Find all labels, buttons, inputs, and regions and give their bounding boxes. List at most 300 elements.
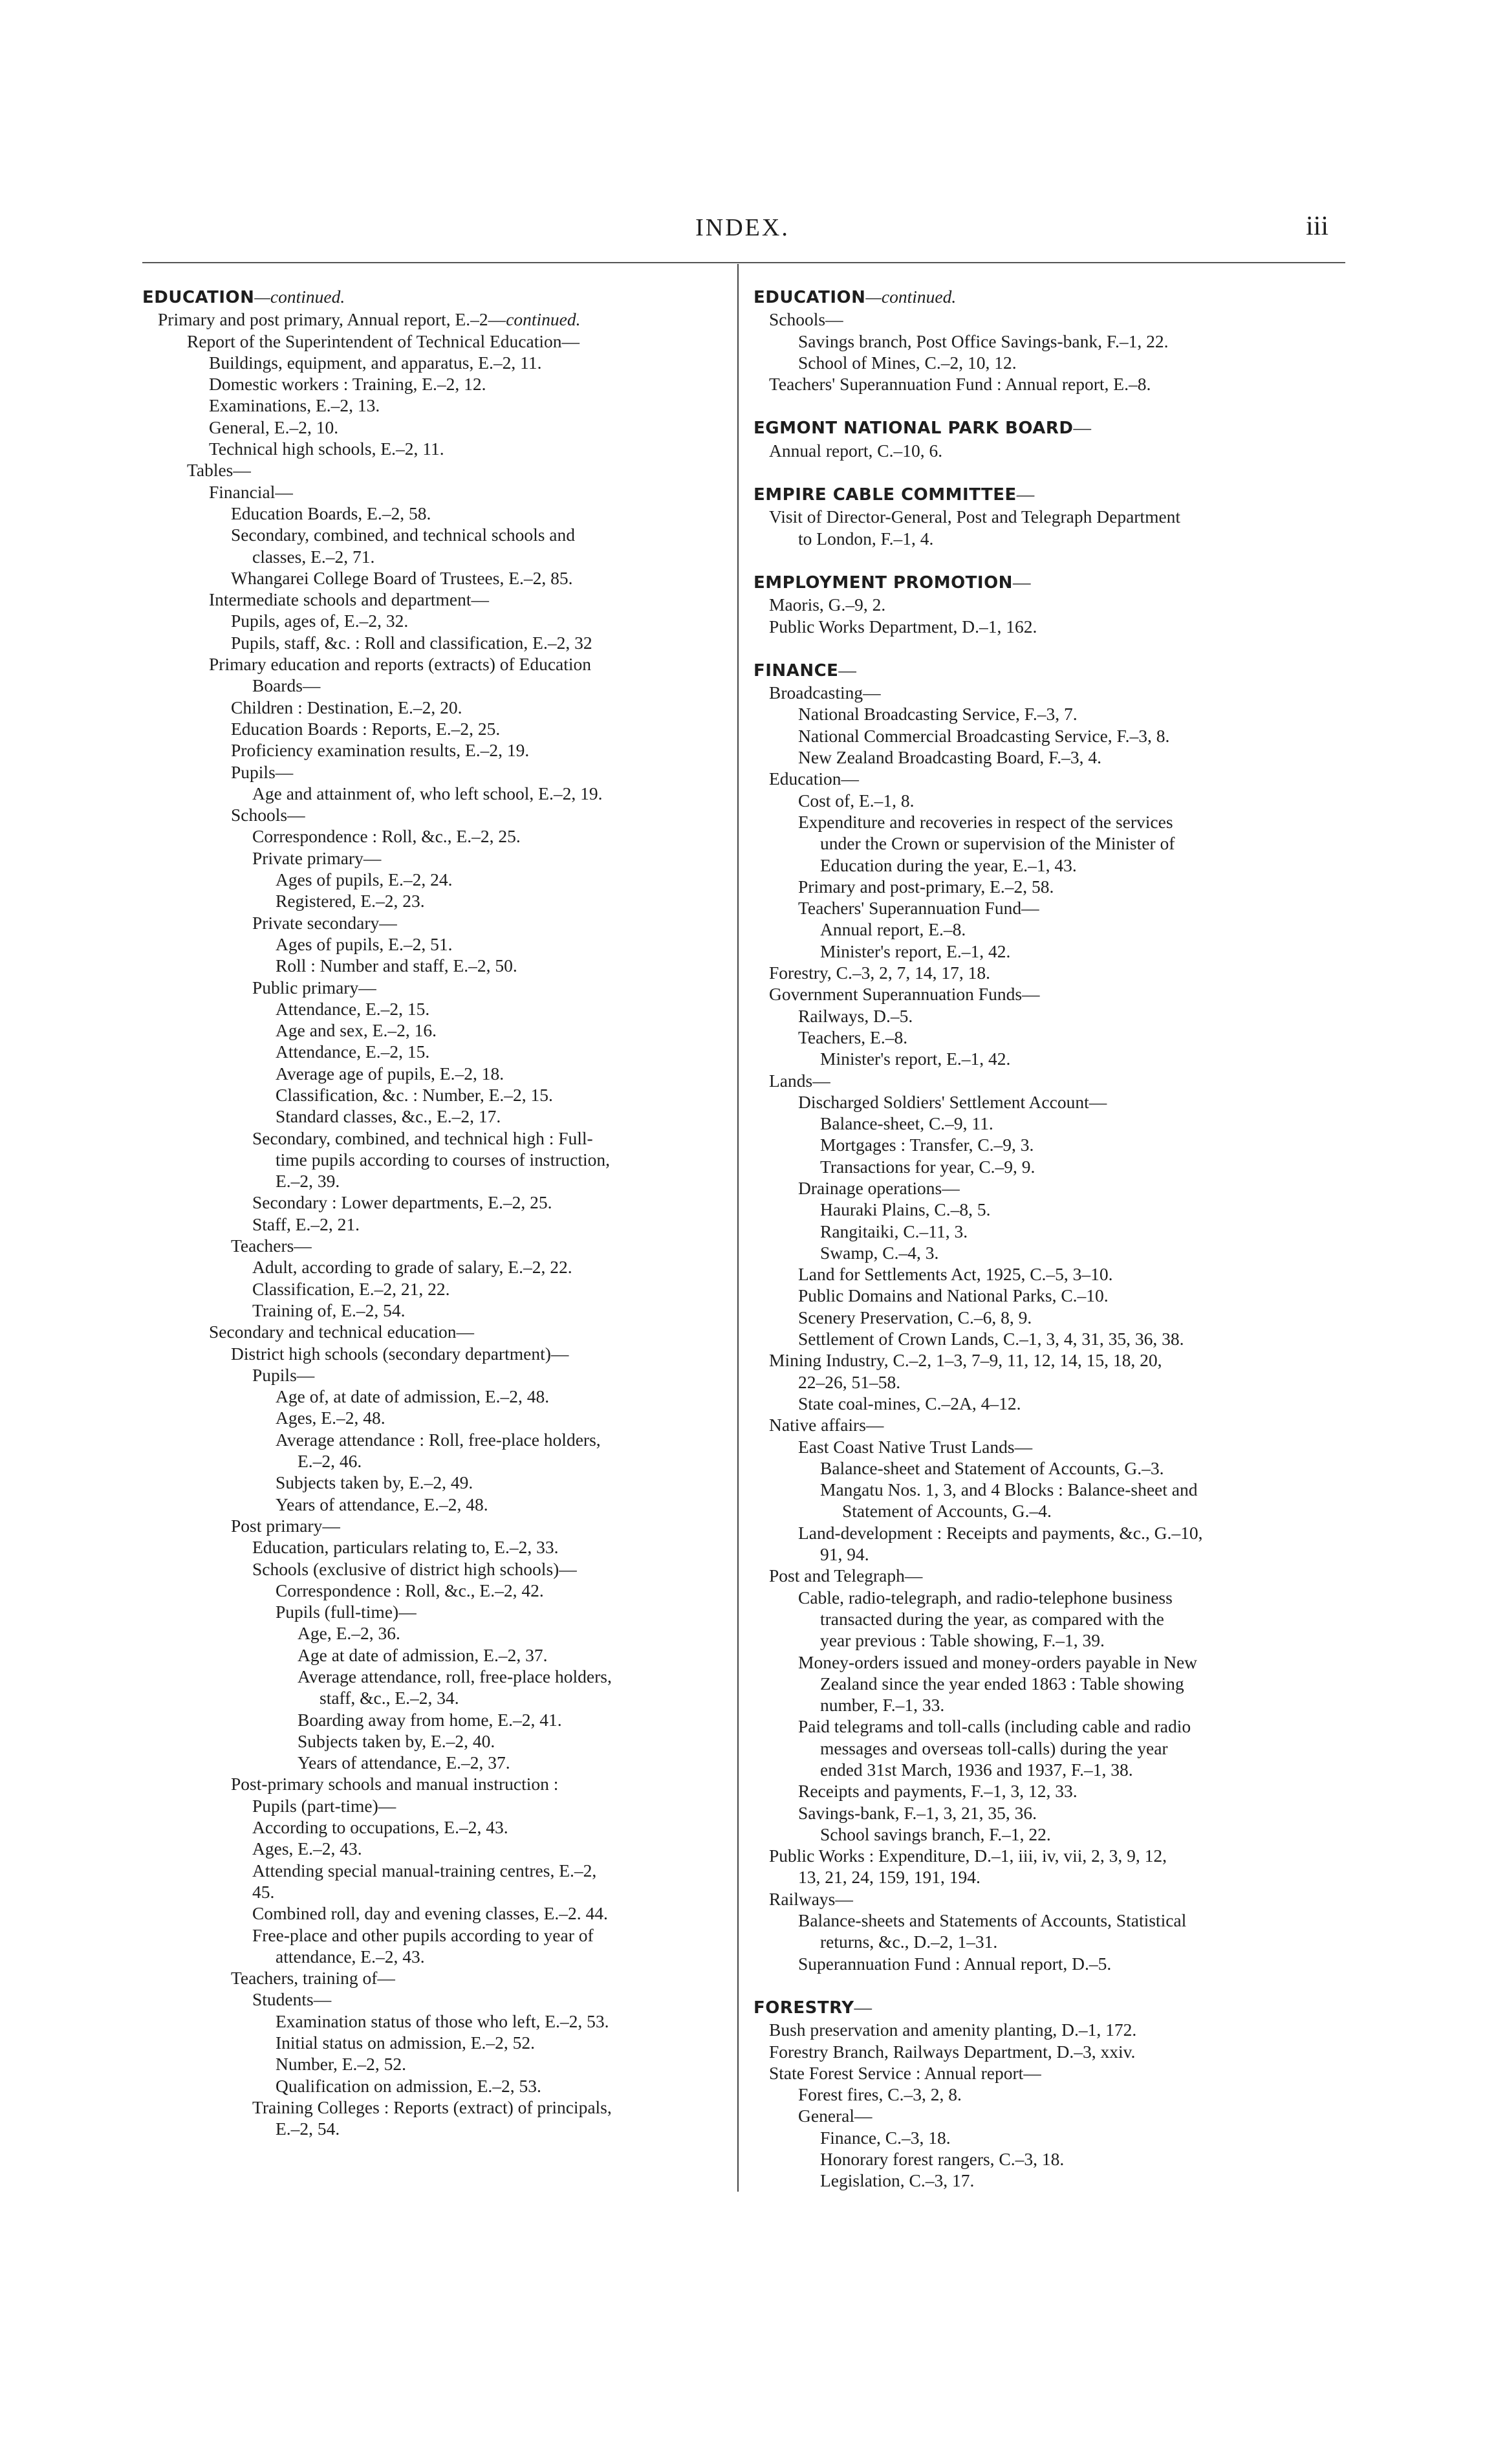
index-entry — [753, 790, 1336, 811]
entry-text: Zealand since the year ended 1863 : Table showing — [820, 1673, 1184, 1694]
index-entry — [142, 1967, 724, 1989]
entry-text: State coal-mines, C.–2A, 4–12. — [798, 1393, 1021, 1413]
entry-text: Ages of pupils, E.–2, 24. — [276, 869, 453, 890]
entry-text: Forestry, C.–3, 2, 7, 14, 17, 18. — [769, 963, 990, 983]
entry-text: School savings branch, F.–1, 22. — [820, 1824, 1051, 1844]
index-heading — [753, 483, 1336, 506]
index-entry — [142, 2118, 724, 2139]
entry-text: Education Boards, E.–2, 58. — [231, 503, 431, 523]
header-rule-left — [142, 262, 763, 263]
index-entry — [142, 417, 724, 438]
index-entry — [142, 2097, 724, 2118]
index-entry — [753, 1479, 1336, 1500]
index-entry — [142, 1580, 724, 1601]
entry-text: Children : Destination, E.–2, 20. — [231, 697, 462, 717]
entry-text: Forest fires, C.–3, 2, 8. — [798, 2084, 962, 2105]
entry-text: Tables— — [187, 460, 251, 481]
index-entry — [142, 546, 724, 567]
index-entry — [142, 1903, 724, 1924]
index-entry — [142, 1644, 724, 1666]
index-entry — [142, 869, 724, 890]
index-entry — [753, 919, 1336, 940]
entry-text: Roll : Number and staff, E.–2, 50. — [276, 955, 517, 976]
entry-text: Mining Industry, C.–2, 1–3, 7–9, 11, 12, 14, 15, 18, 20, — [769, 1350, 1162, 1371]
index-entry — [142, 567, 724, 589]
entry-text: staff, &c., E.–2, 34. — [320, 1688, 459, 1708]
entry-text: Correspondence : Roll, &c., E.–2, 25. — [252, 826, 521, 847]
index-entry — [142, 1687, 724, 1708]
continued-suffix: — — [854, 1996, 873, 2017]
index-entry — [142, 1170, 724, 1192]
entry-text: Scenery Preservation, C.–6, 8, 9. — [798, 1307, 1032, 1327]
entry-text: classes, E.–2, 71. — [252, 546, 375, 567]
entry-text: Secondary, combined, and technical high : Full- — [252, 1128, 593, 1148]
index-entry — [753, 2084, 1336, 2105]
entry-text: Cable, radio-telegraph, and radio-telephone business — [798, 1587, 1173, 1608]
index-entry — [142, 309, 724, 330]
index-entry — [753, 1177, 1336, 1199]
index-entry — [142, 1989, 724, 2010]
index-entry — [753, 331, 1336, 352]
entry-text: Post primary— — [231, 1515, 340, 1536]
index-entry — [753, 1759, 1336, 1780]
entry-text: Secondary and technical education— — [209, 1322, 475, 1342]
index-entry — [753, 1888, 1336, 1910]
index-entry — [142, 1192, 724, 1213]
index-entry — [753, 1134, 1336, 1155]
index-entry — [142, 718, 724, 739]
index-entry — [142, 1816, 724, 1838]
index-entry — [142, 1730, 724, 1752]
index-entry — [142, 1300, 724, 1321]
entry-text: Buildings, equipment, and apparatus, E.–2, 11. — [209, 352, 542, 373]
entry-text: Annual report, E.–8. — [820, 919, 966, 940]
entry-text: Pupils (full-time)— — [276, 1602, 417, 1622]
index-entry — [753, 1349, 1336, 1371]
index-heading — [753, 286, 1336, 309]
entry-text: Financial— — [209, 481, 293, 502]
entry-text: Land for Settlements Act, 1925, C.–5, 3–10. — [798, 1264, 1113, 1285]
index-entry — [142, 653, 724, 675]
entry-text: Lands— — [769, 1070, 830, 1091]
entry-text: Public primary— — [252, 977, 376, 998]
index-entry — [753, 1673, 1336, 1694]
index-entry — [753, 1070, 1336, 1091]
index-entry — [142, 481, 724, 503]
index-entry — [142, 1494, 724, 1515]
index-entry — [142, 373, 724, 395]
entry-text: Education— — [769, 769, 859, 789]
entry-text: year previous : Table showing, F.–1, 39. — [820, 1630, 1105, 1651]
index-entry — [142, 1407, 724, 1428]
index-entry — [753, 1199, 1336, 1220]
index-entry — [753, 2127, 1336, 2148]
index-entry — [142, 783, 724, 804]
entry-text: General, E.–2, 10. — [209, 417, 339, 437]
index-entry — [142, 2053, 724, 2075]
entry-text: Ages, E.–2, 43. — [252, 1838, 362, 1859]
index-entry — [753, 1694, 1336, 1716]
continued-suffix: continued. — [506, 309, 581, 330]
index-entry — [753, 962, 1336, 983]
index-entry — [753, 440, 1336, 461]
entry-text: Savings branch, Post Office Savings-bank, F.–1, 22. — [798, 331, 1169, 351]
heading-text: EMPIRE CABLE COMMITTEE — [753, 485, 1017, 505]
entry-text: Visit of Director-General, Post and Telegraph Department — [769, 507, 1181, 527]
index-entry — [753, 1565, 1336, 1586]
index-entry — [142, 998, 724, 1019]
index-entry — [142, 1601, 724, 1622]
index-entry — [753, 1500, 1336, 1521]
entry-text: Annual report, C.–10, 6. — [769, 440, 943, 461]
entry-text: Savings-bank, F.–1, 3, 21, 35, 36. — [798, 1802, 1037, 1823]
index-entry — [142, 1795, 724, 1816]
index-entry — [142, 1235, 724, 1256]
entry-text: Training Colleges : Reports (extract) of principals, — [252, 2097, 612, 2117]
heading-text: EDUCATION — [142, 288, 255, 307]
entry-text: Classification, E.–2, 21, 22. — [252, 1278, 450, 1299]
index-entry — [142, 352, 724, 373]
entry-text: Students— — [252, 1989, 332, 2010]
index-entry — [753, 1091, 1336, 1113]
heading-text: EGMONT NATIONAL PARK BOARD — [753, 419, 1074, 439]
entry-text: Correspondence : Roll, &c., E.–2, 42. — [276, 1580, 544, 1600]
index-entry — [753, 1156, 1336, 1177]
entry-text: Average attendance, roll, free-place holders, — [298, 1666, 612, 1686]
right-column — [753, 286, 1336, 2192]
entry-text: Minister's report, E.–1, 42. — [820, 941, 1011, 961]
entry-text: Primary education and reports (extracts) of Education — [209, 654, 592, 675]
index-entry — [753, 768, 1336, 789]
entry-text: Minister's report, E.–1, 42. — [820, 1049, 1011, 1069]
entry-text: Combined roll, day and evening classes, E.–2. 44. — [252, 1903, 608, 1924]
index-entry — [753, 1845, 1336, 1866]
entry-text: E.–2, 54. — [276, 2119, 340, 2139]
index-entry — [753, 1543, 1336, 1565]
index-entry — [753, 1716, 1336, 1737]
entry-text: Domestic workers : Training, E.–2, 12. — [209, 374, 486, 395]
entry-text: Honorary forest rangers, C.–3, 18. — [820, 2149, 1065, 2170]
entry-text: 22–26, 51–58. — [798, 1371, 901, 1392]
entry-text: Rangitaiki, C.–11, 3. — [820, 1221, 968, 1241]
continued-suffix: — — [1016, 484, 1035, 505]
entry-text: Land-development : Receipts and payments, &c., G.–10, — [798, 1522, 1203, 1543]
index-entry — [753, 1608, 1336, 1630]
continued-suffix: — — [1012, 571, 1031, 592]
entry-text: Statement of Accounts, G.–4. — [842, 1501, 1052, 1521]
index-entry — [142, 503, 724, 524]
index-entry — [753, 1738, 1336, 1759]
entry-text: Average attendance : Roll, free-place holders, — [276, 1429, 601, 1450]
index-entry — [142, 632, 724, 653]
entry-text: Broadcasting— — [769, 682, 881, 703]
index-entry — [142, 804, 724, 825]
index-entry — [142, 1946, 724, 1967]
index-entry — [142, 1321, 724, 1342]
entry-text: Transactions for year, C.–9, 9. — [820, 1156, 1035, 1177]
index-entry — [753, 1393, 1336, 1414]
entry-text: Attendance, E.–2, 15. — [276, 1041, 430, 1062]
continued-suffix: — — [838, 659, 856, 680]
entry-text: Teachers' Superannuation Fund : Annual report, E.–8. — [769, 374, 1151, 395]
index-entry — [142, 697, 724, 718]
index-entry — [142, 459, 724, 481]
index-entry — [142, 761, 724, 783]
continued-suffix: —continued. — [865, 287, 957, 307]
index-entry — [753, 1048, 1336, 1069]
entry-text: Paid telegrams and toll-calls (including cable and radio — [798, 1716, 1191, 1737]
entry-text: Cost of, E.–1, 8. — [798, 790, 915, 811]
entry-text: East Coast Native Trust Lands— — [798, 1436, 1033, 1457]
heading-text: EDUCATION — [753, 288, 866, 307]
entry-text: Whangarei College Board of Trustees, E.–2, 85. — [231, 567, 573, 588]
entry-text: returns, &c., D.–2, 1–31. — [820, 1932, 998, 1952]
section-gap — [753, 395, 1336, 417]
entry-text: Finance, C.–3, 18. — [820, 2127, 951, 2148]
entry-text: Public Works Department, D.–1, 162. — [769, 616, 1037, 637]
entry-text: District high schools (secondary department)— — [231, 1343, 569, 1364]
index-entry — [753, 811, 1336, 833]
entry-text: Average age of pupils, E.–2, 18. — [276, 1063, 504, 1084]
entry-text: Private secondary— — [252, 912, 397, 933]
index-heading — [753, 659, 1336, 682]
index-entry — [753, 1371, 1336, 1393]
entry-text: Post-primary schools and manual instruction : — [231, 1774, 559, 1794]
index-entry — [142, 1041, 724, 1062]
entry-text: Classification, &c. : Number, E.–2, 15. — [276, 1084, 553, 1105]
index-entry — [753, 2170, 1336, 2191]
index-entry — [753, 1630, 1336, 1651]
index-heading — [753, 571, 1336, 594]
entry-text: Expenditure and recoveries in respect of the services — [798, 811, 1173, 832]
entry-text: number, F.–1, 33. — [820, 1695, 945, 1716]
entry-text: Boards— — [252, 675, 321, 696]
entry-text: Intermediate schools and department— — [209, 589, 489, 610]
index-entry — [142, 1709, 724, 1730]
index-entry — [753, 2019, 1336, 2040]
entry-text: Standard classes, &c., E.–2, 17. — [276, 1106, 501, 1127]
entry-text: Qualification on admission, E.–2, 53. — [276, 2075, 541, 2096]
index-entry — [142, 1773, 724, 1794]
entry-text: Age and sex, E.–2, 16. — [276, 1020, 437, 1041]
index-entry — [753, 2105, 1336, 2126]
index-entry — [142, 1343, 724, 1364]
index-entry — [753, 1285, 1336, 1306]
section-gap — [753, 549, 1336, 571]
entry-text: Teachers, E.–8. — [798, 1027, 908, 1047]
entry-text: Schools— — [231, 805, 305, 825]
index-entry — [142, 1515, 724, 1536]
entry-text: Money-orders issued and money-orders payable in New — [798, 1652, 1198, 1672]
index-entry — [753, 1414, 1336, 1435]
index-entry — [142, 1386, 724, 1407]
index-entry — [142, 1214, 724, 1235]
index-entry — [142, 825, 724, 847]
index-entry — [753, 1780, 1336, 1802]
index-entry — [753, 309, 1336, 330]
entry-text: According to occupations, E.–2, 43. — [252, 1817, 508, 1838]
entry-text: Settlement of Crown Lands, C.–1, 3, 4, 31, 35, 36, 38. — [798, 1329, 1184, 1349]
entry-text: Discharged Soldiers' Settlement Account— — [798, 1091, 1107, 1112]
index-entry — [142, 1472, 724, 1493]
entry-text: Subjects taken by, E.–2, 49. — [276, 1472, 473, 1493]
index-entry — [142, 1106, 724, 1127]
entry-text: transacted during the year, as compared with the — [820, 1608, 1164, 1629]
index-entry — [142, 438, 724, 459]
entry-text: Teachers' Superannuation Fund— — [798, 898, 1039, 919]
entry-text: Railways, D.–5. — [798, 1005, 913, 1026]
index-entry — [753, 1027, 1336, 1048]
entry-text: attendance, E.–2, 43. — [276, 1946, 425, 1967]
entry-text: Subjects taken by, E.–2, 40. — [298, 1730, 495, 1751]
index-entry — [753, 2148, 1336, 2170]
entry-text: Secondary, combined, and technical schools and — [231, 525, 576, 545]
entry-text: Proficiency examination results, E.–2, 19. — [231, 740, 530, 761]
entry-text: E.–2, 46. — [298, 1451, 362, 1472]
entry-text: Government Superannuation Funds— — [769, 984, 1040, 1005]
entry-text: Pupils— — [231, 761, 294, 782]
entry-text: National Broadcasting Service, F.–3, 7. — [798, 704, 1078, 725]
index-entry — [753, 1931, 1336, 1952]
index-heading — [753, 1996, 1336, 2019]
entry-text: E.–2, 39. — [276, 1171, 340, 1192]
index-entry — [142, 2032, 724, 2053]
entry-text: Railways— — [769, 1888, 853, 1909]
left-column — [142, 286, 724, 2140]
entry-text: State Forest Service : Annual report— — [769, 2062, 1041, 2083]
index-entry — [753, 1263, 1336, 1285]
index-entry — [753, 833, 1336, 854]
entry-text: Bush preservation and amenity planting, D.–1, 172. — [769, 2020, 1137, 2040]
entry-text: 45. — [252, 1881, 275, 1902]
index-entry — [142, 2011, 724, 2032]
index-entry — [753, 1953, 1336, 1974]
index-heading — [753, 417, 1336, 439]
index-entry — [142, 847, 724, 869]
index-entry — [753, 1587, 1336, 1608]
page-number: iii — [1305, 212, 1328, 241]
entry-text: Pupils (part-time)— — [252, 1795, 396, 1816]
entry-text: Secondary : Lower departments, E.–2, 25. — [252, 1192, 552, 1213]
index-entry — [142, 1558, 724, 1580]
entry-text: Free-place and other pupils according to year of — [252, 1924, 594, 1945]
continued-suffix: — — [1073, 417, 1091, 438]
index-entry — [753, 1307, 1336, 1328]
entry-text: Age, E.–2, 36. — [298, 1623, 400, 1644]
entry-text: Attending special manual-training centres, E.–2, — [252, 1860, 597, 1881]
entry-text: Years of attendance, E.–2, 37. — [298, 1752, 510, 1773]
entry-text: Education, particulars relating to, E.–2, 33. — [252, 1537, 559, 1558]
entry-text: National Commercial Broadcasting Service, F.–3, 8. — [798, 725, 1170, 746]
entry-text: Primary and post primary, Annual report, E.–2— — [158, 309, 506, 330]
entry-text: Native affairs— — [769, 1415, 884, 1435]
column-divider — [737, 264, 739, 2192]
entry-text: Number, E.–2, 52. — [276, 2054, 407, 2075]
index-entry — [142, 1881, 724, 1903]
index-entry — [753, 725, 1336, 747]
index-entry — [753, 1328, 1336, 1349]
index-entry — [142, 1450, 724, 1472]
index-entry — [142, 1838, 724, 1859]
entry-text: Staff, E.–2, 21. — [252, 1214, 360, 1234]
index-entry — [142, 1278, 724, 1300]
index-entry — [142, 1364, 724, 1386]
index-entry — [142, 1924, 724, 1946]
index-entry — [142, 1860, 724, 1881]
entry-text: under the Crown or supervision of the Minister of — [820, 833, 1175, 854]
entry-text: Schools (exclusive of district high schools)— — [252, 1558, 577, 1579]
entry-text: Balance-sheet, C.–9, 11. — [820, 1113, 993, 1134]
entry-text: Age of, at date of admission, E.–2, 48. — [276, 1386, 550, 1407]
running-head: INDEX. — [695, 214, 790, 241]
entry-text: Hauraki Plains, C.–8, 5. — [820, 1199, 991, 1220]
entry-text: General— — [798, 2106, 873, 2126]
index-heading — [142, 286, 724, 309]
entry-text: Schools— — [769, 309, 843, 330]
index-entry — [142, 1429, 724, 1450]
index-entry — [142, 2075, 724, 2097]
index-entry — [753, 1113, 1336, 1134]
index-entry — [142, 331, 724, 352]
entry-text: Teachers— — [231, 1236, 312, 1256]
entry-text: to London, F.–1, 4. — [798, 528, 934, 549]
index-entry — [142, 933, 724, 955]
index-entry — [142, 675, 724, 696]
entry-text: Mangatu Nos. 1, 3, and 4 Blocks : Balance-sheet and — [820, 1479, 1198, 1500]
index-entry — [142, 589, 724, 610]
entry-text: Teachers, training of— — [231, 1968, 395, 1989]
index-entry — [753, 528, 1336, 549]
index-entry — [753, 897, 1336, 919]
heading-text: FINANCE — [753, 660, 839, 681]
index-entry — [753, 703, 1336, 725]
index-entry — [753, 1522, 1336, 1543]
index-entry — [753, 1436, 1336, 1457]
index-entry — [753, 876, 1336, 897]
entry-text: messages and overseas toll-calls) during the year — [820, 1738, 1168, 1758]
index-entry — [753, 1652, 1336, 1673]
index-entry — [142, 1256, 724, 1278]
entry-text: Years of attendance, E.–2, 48. — [276, 1494, 488, 1514]
index-entry — [753, 1866, 1336, 1888]
entry-text: Training of, E.–2, 54. — [252, 1300, 406, 1320]
entry-text: Drainage operations— — [798, 1177, 960, 1198]
index-entry — [142, 1622, 724, 1644]
entry-text: Initial status on admission, E.–2, 52. — [276, 2033, 536, 2053]
entry-text: Technical high schools, E.–2, 11. — [209, 439, 444, 459]
index-entry — [753, 983, 1336, 1005]
section-gap — [753, 1974, 1336, 1996]
index-entry — [753, 941, 1336, 962]
index-entry — [142, 1149, 724, 1170]
entry-text: Forestry Branch, Railways Department, D.–3, xxiv. — [769, 2041, 1136, 2062]
entry-text: Age and attainment of, who left school, E.–2, 19. — [252, 783, 603, 803]
index-entry — [142, 912, 724, 933]
entry-text: Pupils, staff, &c. : Roll and classification, E.–2, 32 — [231, 632, 592, 653]
entry-text: 91, 94. — [820, 1544, 869, 1565]
entry-text: School of Mines, C.–2, 10, 12. — [798, 352, 1017, 373]
index-entry — [142, 1128, 724, 1149]
entry-text: Receipts and payments, F.–1, 3, 12, 33. — [798, 1781, 1078, 1802]
index-entry — [753, 594, 1336, 615]
entry-text: Report of the Superintendent of Technical Education— — [187, 331, 580, 351]
heading-text: EMPLOYMENT PROMOTION — [753, 572, 1013, 593]
section-gap — [753, 461, 1336, 483]
entry-text: Primary and post-primary, E.–2, 58. — [798, 876, 1054, 897]
entry-text: Swamp, C.–4, 3. — [820, 1242, 939, 1263]
index-entry — [753, 1242, 1336, 1263]
heading-text: FORESTRY — [753, 1998, 854, 2018]
